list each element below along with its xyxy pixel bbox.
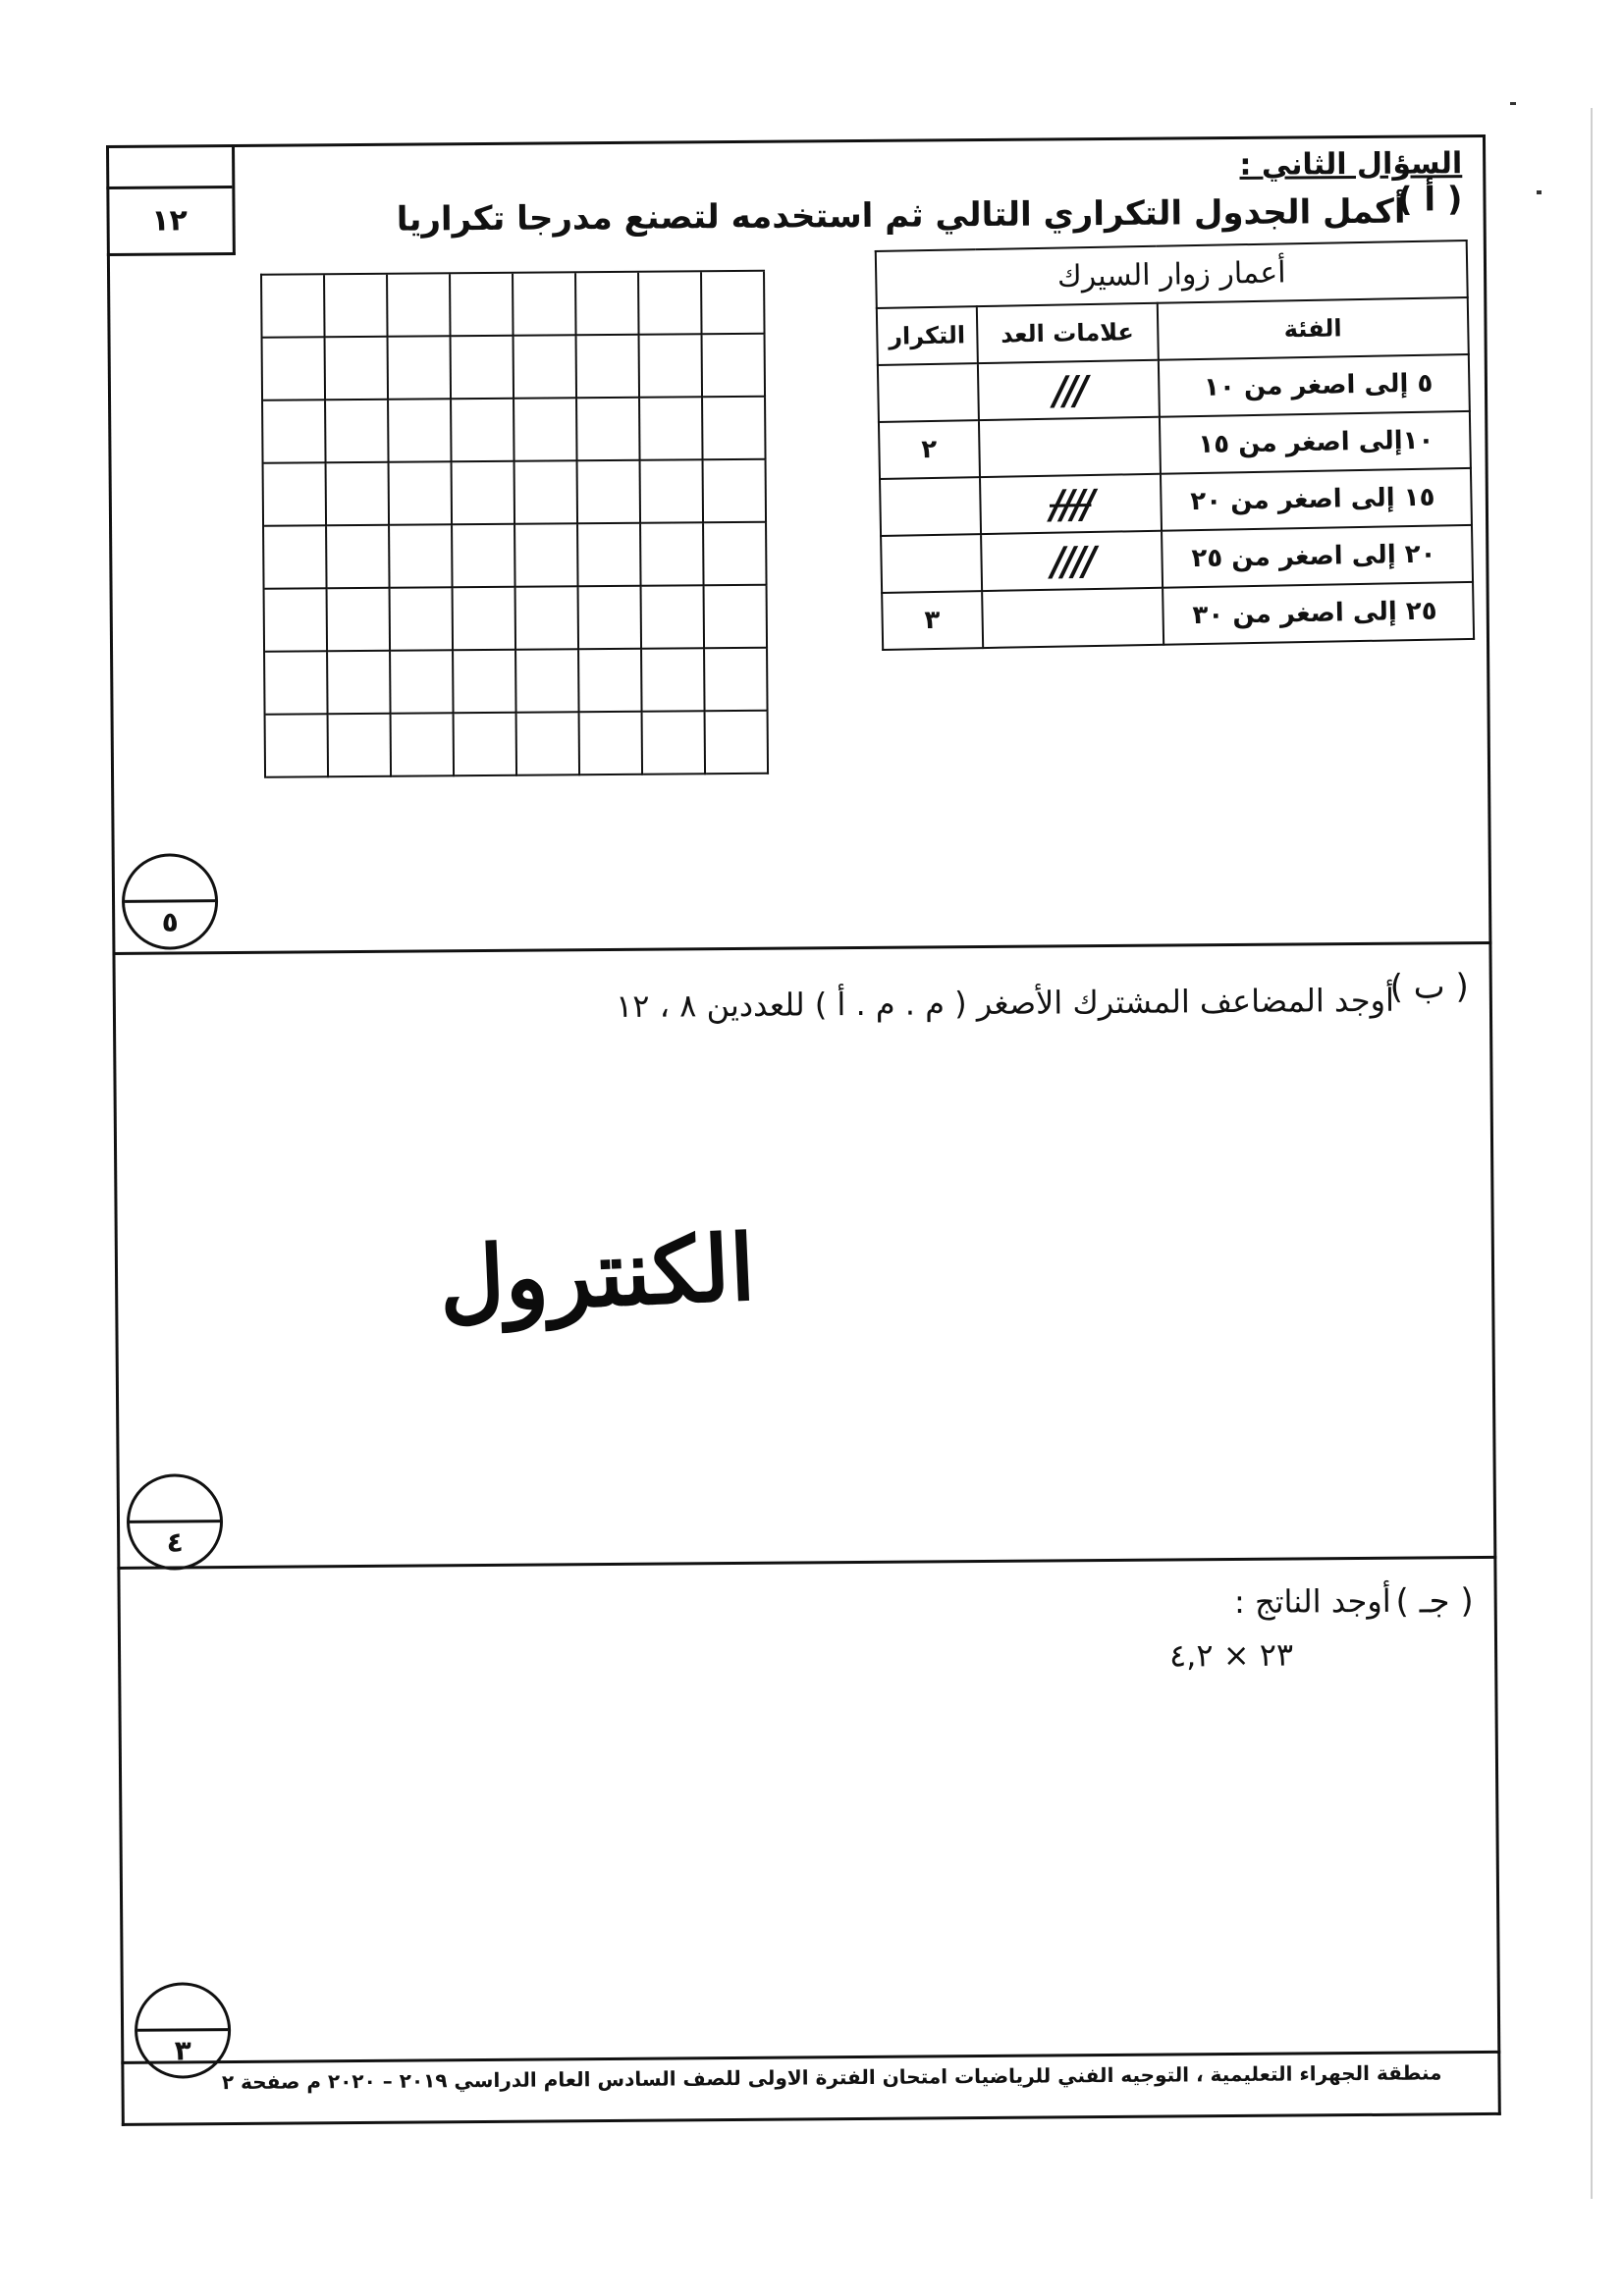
grid-cell: [703, 335, 767, 399]
header-frequency: التكرار: [877, 306, 978, 365]
header-tally: علامات العد: [976, 303, 1158, 363]
frame-top: [106, 134, 1486, 148]
grid-cell: [703, 398, 767, 461]
table-row: [882, 582, 1474, 650]
grid-cell: [391, 588, 455, 652]
grid-cell: [327, 463, 391, 527]
grid-cell: [516, 650, 580, 714]
grid-cell: [515, 461, 579, 525]
histogram-grid[interactable]: [260, 270, 769, 778]
row-category: ٢٠ إلى اصغر من ٢٥: [1162, 525, 1473, 588]
part-b-instruction: أوجد المضاعف المشترك الأصغر ( م . م . أ ) للعددين ٨ ، ١٢: [615, 981, 1395, 1025]
grid-cell: [704, 523, 768, 587]
grid-cell: [329, 715, 393, 778]
grid-cell: [576, 273, 640, 337]
grid-cell: [328, 589, 392, 653]
row-category: ١٥ إلى اصغر من ٢٠: [1161, 468, 1472, 531]
grid-cell: [328, 652, 392, 716]
row-tally-blank[interactable]: [982, 588, 1163, 648]
grid-cell: [453, 525, 516, 589]
grid-cell: [578, 461, 642, 525]
grid-cell: [706, 712, 770, 775]
grid-cell: [389, 400, 453, 463]
scan-edge-line: [1591, 108, 1593, 2199]
grid-cell: [514, 273, 577, 337]
grid-cell: [327, 526, 391, 590]
exam-sheet: [106, 134, 1501, 2126]
grid-cell: [643, 712, 707, 775]
grid-cell: [454, 651, 517, 715]
grid-cell: [326, 400, 390, 464]
grid-cell: [391, 651, 455, 715]
grid-cell: [640, 335, 704, 399]
grid-cell: [262, 275, 326, 339]
grid-cell: [515, 524, 579, 588]
grid-cell: [514, 336, 578, 400]
row-tally: ////: [980, 474, 1162, 534]
circle-divider: [137, 2028, 228, 2032]
row-tally-blank[interactable]: [979, 417, 1161, 477]
grid-cell: [263, 338, 327, 401]
total-score-box: [106, 144, 236, 256]
section-divider: [117, 1556, 1496, 1570]
grid-cell: [579, 587, 643, 651]
row-category: ١٠إلى اصغر من ١٥: [1160, 411, 1471, 474]
grid-cell: [389, 337, 453, 400]
grid-cell: [705, 586, 769, 650]
part-a-mark: ٥: [161, 905, 179, 938]
grid-cell: [265, 589, 329, 653]
grid-cell: [452, 337, 515, 400]
frame-right: [1483, 134, 1501, 2115]
grid-cell: [580, 713, 644, 776]
part-a-instruction: أكمل الجدول التكراري التالي ثم استخدمه لتصنع مدرجا تكراريا: [396, 191, 1406, 240]
grid-cell: [264, 526, 328, 590]
part-c-instruction: أوجد الناتج :: [1233, 1581, 1391, 1622]
grid-cell: [452, 400, 515, 463]
table-caption: أعمار زوار السيرك: [876, 240, 1468, 308]
grid-cell: [579, 650, 643, 714]
grid-cell: [577, 399, 641, 462]
grid-cell: [326, 338, 390, 401]
grid-cell: [265, 652, 329, 716]
frequency-table: [875, 240, 1475, 651]
scan-mark: [1537, 190, 1542, 194]
grid-cell: [641, 523, 705, 587]
grid-cell: [516, 587, 580, 651]
row-tally: ////: [981, 531, 1163, 591]
grid-cell: [390, 462, 454, 526]
grid-cell: [453, 462, 516, 526]
grid-cell: [263, 400, 327, 464]
grid-cell: [388, 274, 452, 338]
part-b-mark: ٤: [166, 1525, 184, 1559]
row-frequency-blank[interactable]: [878, 363, 979, 422]
circle-divider: [130, 1520, 220, 1523]
row-frequency: ٣: [882, 591, 983, 650]
row-frequency-blank[interactable]: [881, 534, 982, 593]
scan-mark: [1510, 102, 1516, 105]
part-b-label: ( ب ): [1389, 967, 1469, 1007]
mark-circle-c: [135, 1982, 232, 2079]
grid-cell: [266, 715, 330, 778]
part-c-label: ( جـ ): [1395, 1581, 1474, 1622]
control-stamp: الكنترول: [436, 1214, 758, 1334]
grid-cell: [639, 272, 703, 336]
grid-cell: [642, 649, 706, 713]
question-title: السؤال الثاني :: [1239, 146, 1463, 183]
grid-cell: [642, 586, 706, 650]
section-divider: [112, 941, 1491, 955]
frame-bottom: [122, 2112, 1501, 2126]
score-box-divider: [106, 186, 232, 189]
grid-cell: [264, 463, 328, 527]
row-frequency-blank[interactable]: [880, 477, 981, 536]
row-category: ٢٥ إلى اصغر من ٣٠: [1163, 582, 1474, 645]
grid-cell: [641, 460, 705, 524]
mark-circle-a: [122, 853, 219, 950]
grid-cell: [455, 714, 518, 777]
grid-cell: [451, 274, 514, 338]
row-frequency: ٢: [879, 420, 980, 479]
page-footer: منطقة الجهراء التعليمية ، التوجيه الفني للرياضيات امتحان الفترة الاولى للصف السادس العام الدراسي ٢٠١٩ – ٢٠٢٠ م صفحة ٢: [221, 2060, 1442, 2095]
grid-cell: [454, 588, 517, 652]
grid-cell: [390, 525, 454, 589]
multiplication-expression: ٢٣ × ٤,٢: [1168, 1635, 1294, 1675]
part-c-mark: ٣: [174, 2034, 191, 2067]
grid-cell: [704, 460, 768, 524]
header-category: الفئة: [1158, 297, 1469, 360]
part-a-label: ( أ ): [1396, 180, 1463, 220]
mark-circle-b: [127, 1473, 224, 1571]
row-tally: ///: [977, 360, 1159, 420]
grid-cell: [325, 275, 389, 339]
grid-cell: [392, 714, 456, 777]
grid-cell: [514, 399, 578, 462]
grid-cell: [640, 398, 704, 461]
row-category: ٥ إلى اصغر من ١٠: [1159, 354, 1470, 417]
grid-cell: [517, 713, 581, 776]
grid-cell: [702, 272, 766, 336]
grid-cell: [578, 524, 642, 588]
grid-cell: [705, 649, 769, 713]
grid-cell: [577, 336, 641, 400]
total-score: ١٢: [151, 203, 189, 239]
frequency-table-wrapper: [875, 240, 1475, 651]
frame-left: [106, 145, 125, 2126]
circle-divider: [125, 899, 215, 903]
